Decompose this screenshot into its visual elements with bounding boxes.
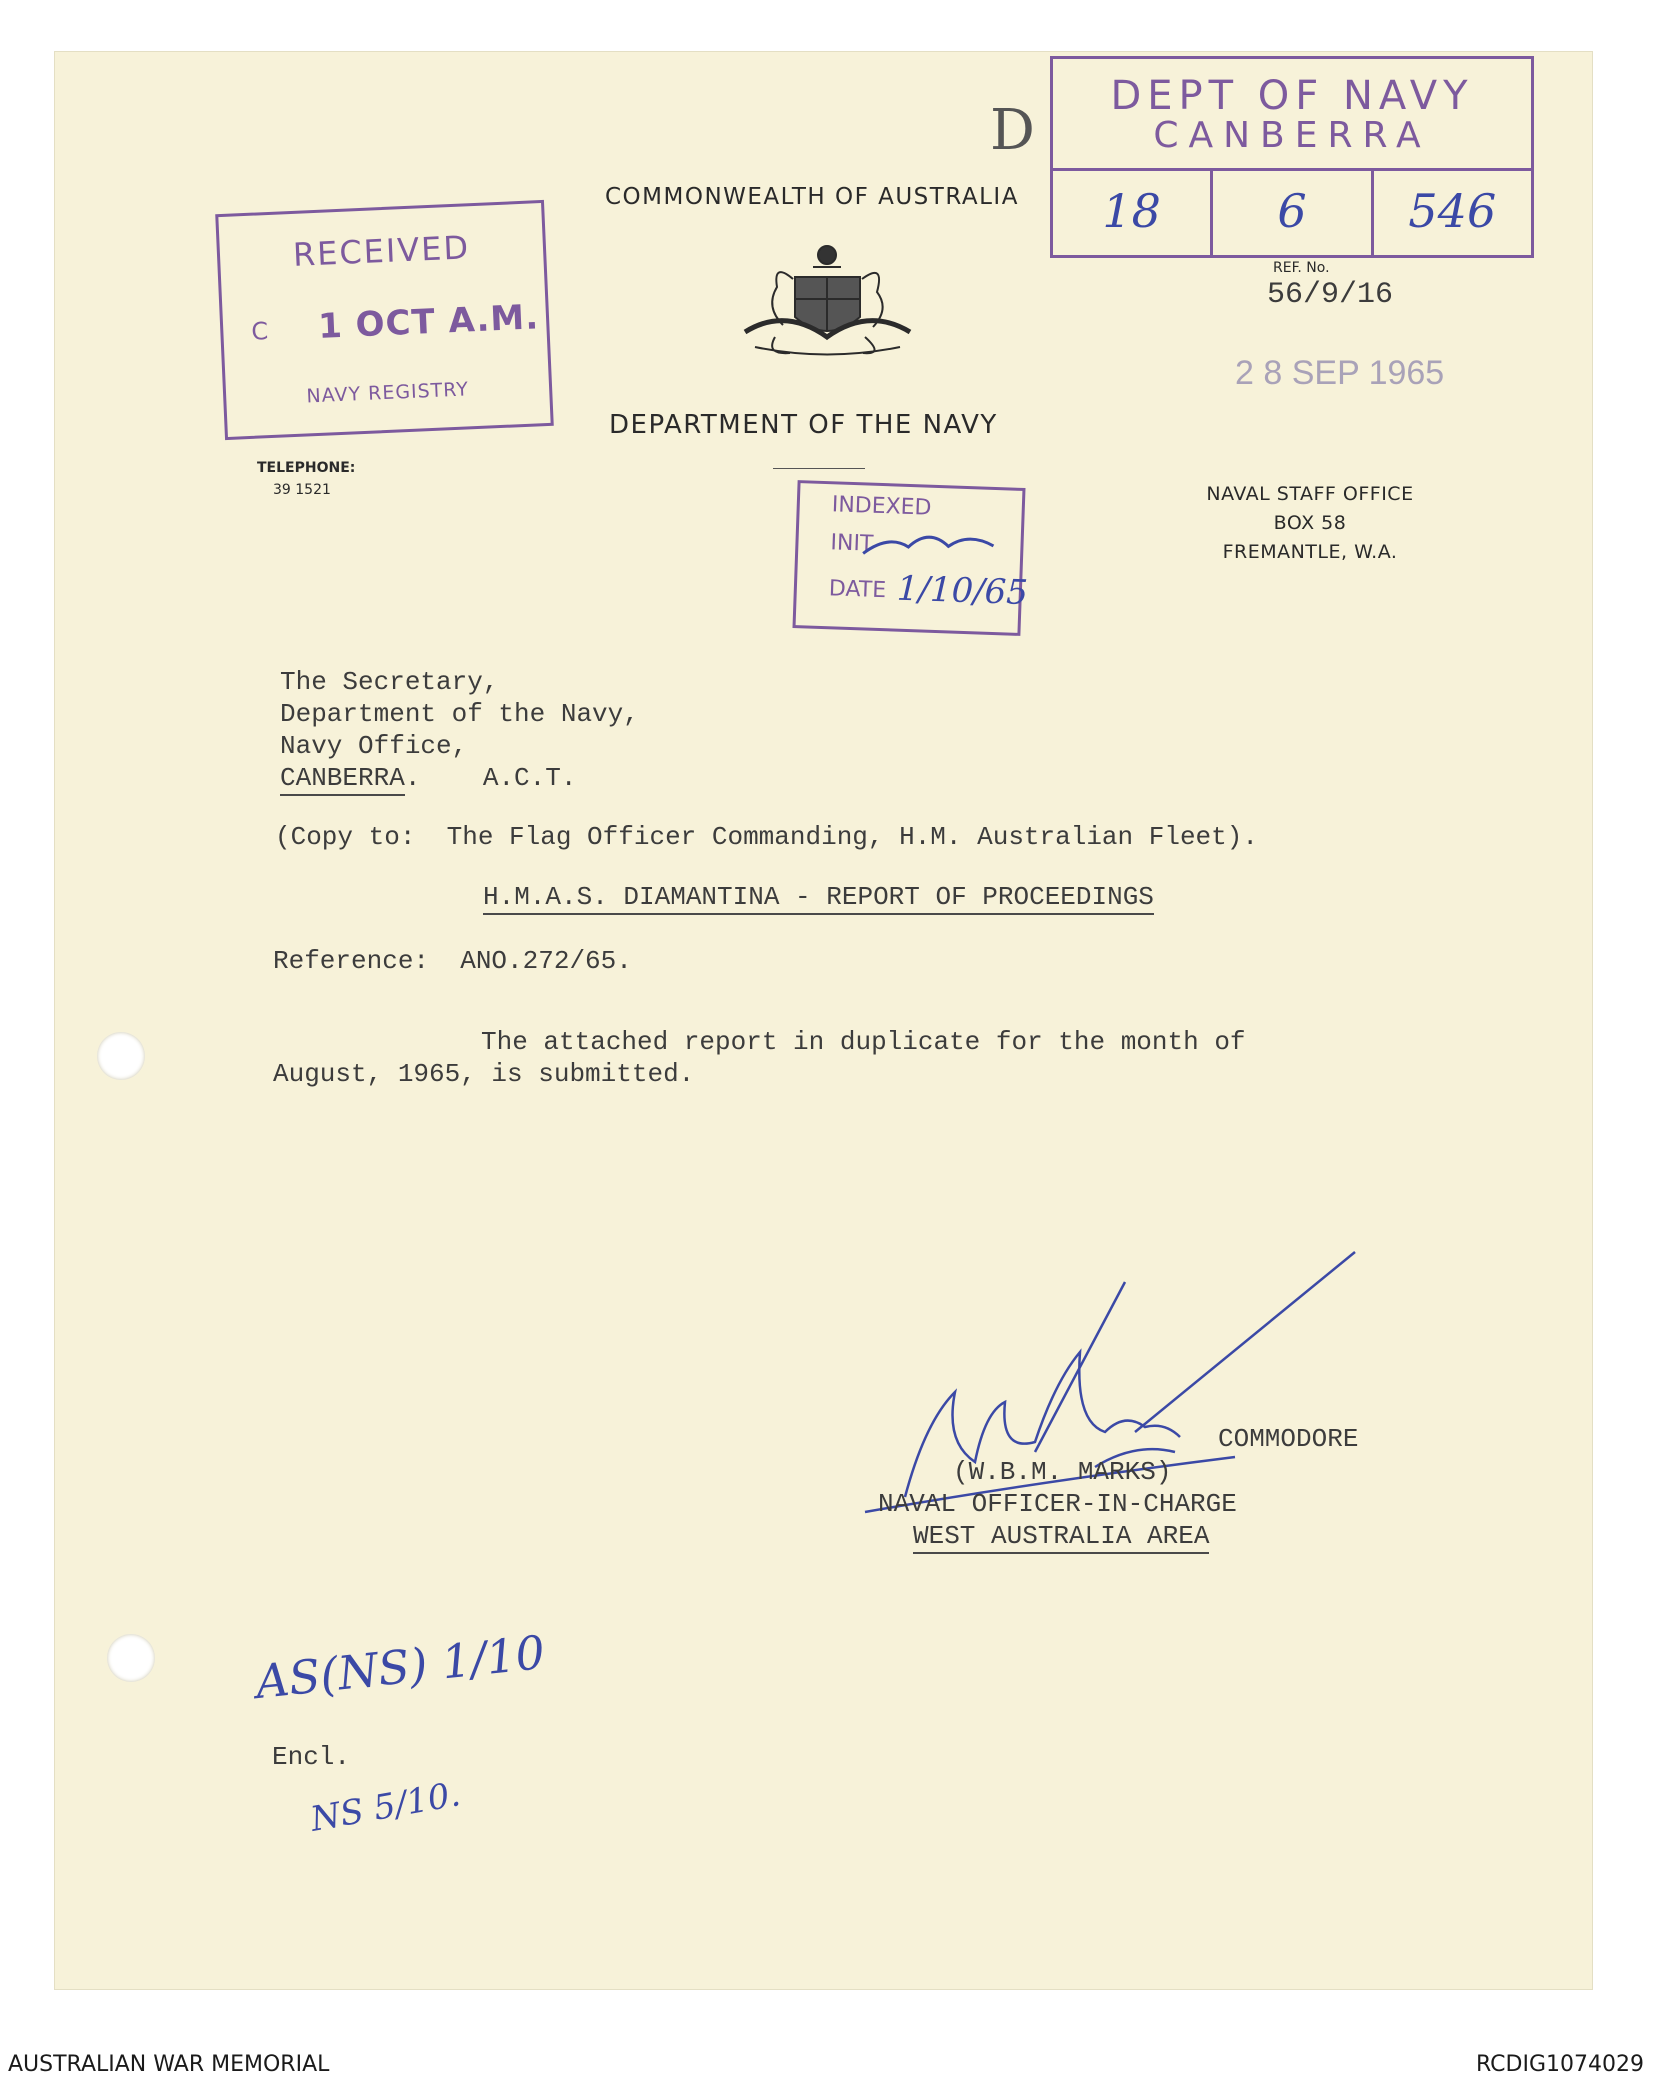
rank-label: COMMODORE	[1218, 1424, 1359, 1454]
office-line: NAVAL STAFF OFFICE	[1206, 483, 1414, 505]
indexed-date-value: 1/10/65	[896, 568, 1029, 614]
reference-line: Reference: ANO.272/65.	[273, 946, 632, 976]
punch-hole	[97, 1032, 145, 1080]
document-page	[55, 52, 1592, 1989]
office-line: FREMANTLE, W.A.	[1222, 541, 1398, 563]
addressee-block: The Secretary, Department of the Navy, Navy Office, CANBERRA. A.C.T.	[280, 666, 639, 794]
body-text	[273, 1026, 1246, 1090]
received-stamp	[215, 200, 554, 440]
signatory-title: NAVAL OFFICER-IN-CHARGE	[878, 1489, 1237, 1519]
indexed-stamp	[792, 480, 1029, 636]
subject-line	[483, 882, 1154, 912]
received-title: RECEIVED	[292, 228, 471, 274]
dept-navy-stamp	[1050, 56, 1534, 258]
stamp-cell-month: 6	[1213, 171, 1373, 255]
commonwealth-heading: COMMONWEALTH OF AUSTRALIA	[605, 184, 1019, 210]
footer-source: AUSTRALIAN WAR MEMORIAL	[8, 2052, 330, 2077]
stamp-line-dept: DEPT OF NAVY	[1110, 73, 1474, 119]
signatory-area	[913, 1521, 1209, 1551]
addressee-territory: A.C.T.	[482, 763, 577, 793]
ref-label: REF. No.	[1273, 260, 1330, 276]
copy-to-line: (Copy to: The Flag Officer Commanding, H.M. Australian Fleet).	[275, 822, 1258, 852]
ref-number: 56/9/16	[1267, 278, 1394, 312]
coat-of-arms-emblem	[735, 237, 920, 372]
subject-text: H.M.A.S. DIAMANTINA - REPORT OF PROCEEDINGS	[483, 882, 1154, 915]
handwritten-note-ns: NS 5/10.	[307, 1774, 464, 1840]
telephone-number: 39 1521	[273, 482, 331, 498]
received-date: 1 OCT A.M.	[317, 297, 540, 347]
office-address	[1150, 480, 1470, 567]
stamp-line-canberra: CANBERRA	[1153, 115, 1431, 156]
initials-scribble	[858, 523, 999, 568]
department-heading: DEPARTMENT OF THE NAVY	[609, 410, 998, 440]
addressee-city: CANBERRA	[280, 763, 405, 796]
addressee-line: Department of the Navy,	[280, 699, 639, 729]
indexed-line: INDEXED	[831, 492, 932, 521]
enclosure-label: Encl.	[272, 1742, 351, 1772]
corner-mark-d: D	[990, 98, 1035, 163]
telephone-label: TELEPHONE:	[257, 460, 356, 476]
addressee-line: Navy Office,	[280, 731, 468, 761]
footer-id: RCDIG1074029	[1475, 2052, 1644, 2077]
body-line: The attached report in duplicate for the month of	[481, 1027, 1246, 1057]
divider-line	[773, 468, 865, 469]
received-c-mark: C	[250, 317, 269, 346]
addressee-line: The Secretary,	[280, 667, 499, 697]
date-stamp: 2 8 SEP 1965	[1235, 354, 1445, 392]
office-line: BOX 58	[1273, 512, 1347, 534]
stamp-cell-number: 546	[1408, 184, 1497, 238]
received-registry: NAVY REGISTRY	[306, 378, 470, 408]
handwritten-note-as-ns: AS(NS) 1/10	[252, 1624, 548, 1710]
signatory-name: (W.B.M. MARKS)	[953, 1457, 1172, 1487]
init-line: INIT	[830, 530, 874, 557]
date-line: DATE	[828, 576, 887, 604]
body-line: August, 1965, is submitted.	[273, 1059, 695, 1089]
punch-hole	[107, 1634, 155, 1682]
handwritten-signature	[835, 1182, 1375, 1542]
signatory-area-text: WEST AUSTRALIA AREA	[913, 1521, 1209, 1554]
stamp-cell-day: 18	[1053, 171, 1213, 255]
